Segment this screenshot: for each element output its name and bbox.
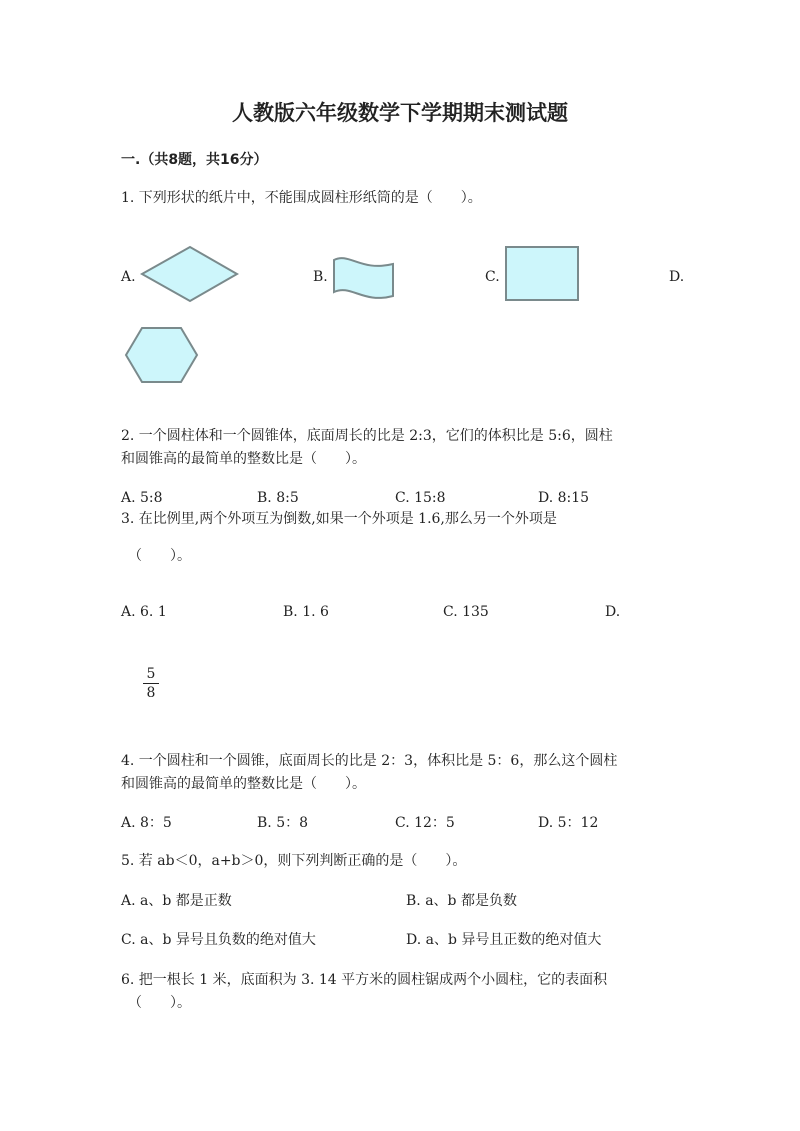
fraction-five-eighths <box>143 666 159 701</box>
q3-option-d[interactable]: D. <box>605 604 621 620</box>
q1-option-b-label[interactable]: B. <box>313 269 328 285</box>
q5-option-c[interactable]: C. a、b 异号且负数的绝对值大 <box>121 932 316 948</box>
q2-option-a[interactable]: A. 5:8 <box>121 490 163 506</box>
page-title: 人教版六年级数学下学期期末测试题 <box>232 101 568 125</box>
question-4-line-2: 和圆锥高的最简单的整数比是（ ）。 <box>121 776 366 792</box>
q4-option-b[interactable]: B. 5：8 <box>257 815 309 831</box>
question-4-line-1: 4. 一个圆柱和一个圆锥，底面周长的比是 2：3，体积比是 5：6，那么这个圆柱 <box>121 753 618 769</box>
question-3-line-1: 3. 在比例里,两个外项互为倒数,如果一个外项是 1.6,那么另一个外项是 <box>121 511 557 527</box>
question-2-line-2: 和圆锥高的最简单的整数比是（ ）。 <box>121 451 366 467</box>
q1-option-a-label[interactable]: A. <box>121 269 136 285</box>
question-2-line-1: 2. 一个圆柱体和一个圆锥体，底面周长的比是 2:3，它们的体积比是 5:6，圆柱 <box>121 428 613 444</box>
q3-option-b[interactable]: B. 1. 6 <box>283 604 329 620</box>
q1-option-d-label[interactable]: D. <box>669 269 685 285</box>
q2-option-d[interactable]: D. 8:15 <box>538 490 590 506</box>
fraction-numerator: 5 <box>146 666 156 682</box>
rhombus-shape <box>140 245 240 303</box>
question-6-line-2: （ ）。 <box>128 995 191 1011</box>
q4-option-d[interactable]: D. 5：12 <box>538 815 599 831</box>
fraction-bar <box>143 683 159 684</box>
q3-option-c[interactable]: C. 135 <box>443 604 489 620</box>
q4-option-c[interactable]: C. 12：5 <box>395 815 455 831</box>
q2-option-b[interactable]: B. 8:5 <box>257 490 299 506</box>
q2-option-c[interactable]: C. 15:8 <box>395 490 446 506</box>
q5-option-a[interactable]: A. a、b 都是正数 <box>121 893 232 909</box>
q5-option-d[interactable]: D. a、b 异号且正数的绝对值大 <box>406 932 602 948</box>
wavy-sheet-shape <box>331 254 397 302</box>
fraction-denominator: 8 <box>146 685 156 701</box>
question-3-line-2: （ ）。 <box>128 548 191 564</box>
question-5-stem: 5. 若 ab＜0，a+b＞0，则下列判断正确的是（ ）。 <box>121 853 467 869</box>
section-heading: 一.（共8题，共16分） <box>121 152 268 168</box>
question-1-stem: 1. 下列形状的纸片中，不能围成圆柱形纸筒的是（ ）。 <box>121 190 482 206</box>
rectangle-shape <box>505 246 579 301</box>
q4-option-a[interactable]: A. 8：5 <box>121 815 172 831</box>
hexagon-shape <box>124 326 199 384</box>
q3-option-a[interactable]: A. 6. 1 <box>121 604 167 620</box>
question-6-line-1: 6. 把一根长 1 米，底面积为 3. 14 平方米的圆柱锯成两个小圆柱，它的表面积 <box>121 972 608 988</box>
q1-option-c-label[interactable]: C. <box>485 269 500 285</box>
q5-option-b[interactable]: B. a、b 都是负数 <box>406 893 517 909</box>
